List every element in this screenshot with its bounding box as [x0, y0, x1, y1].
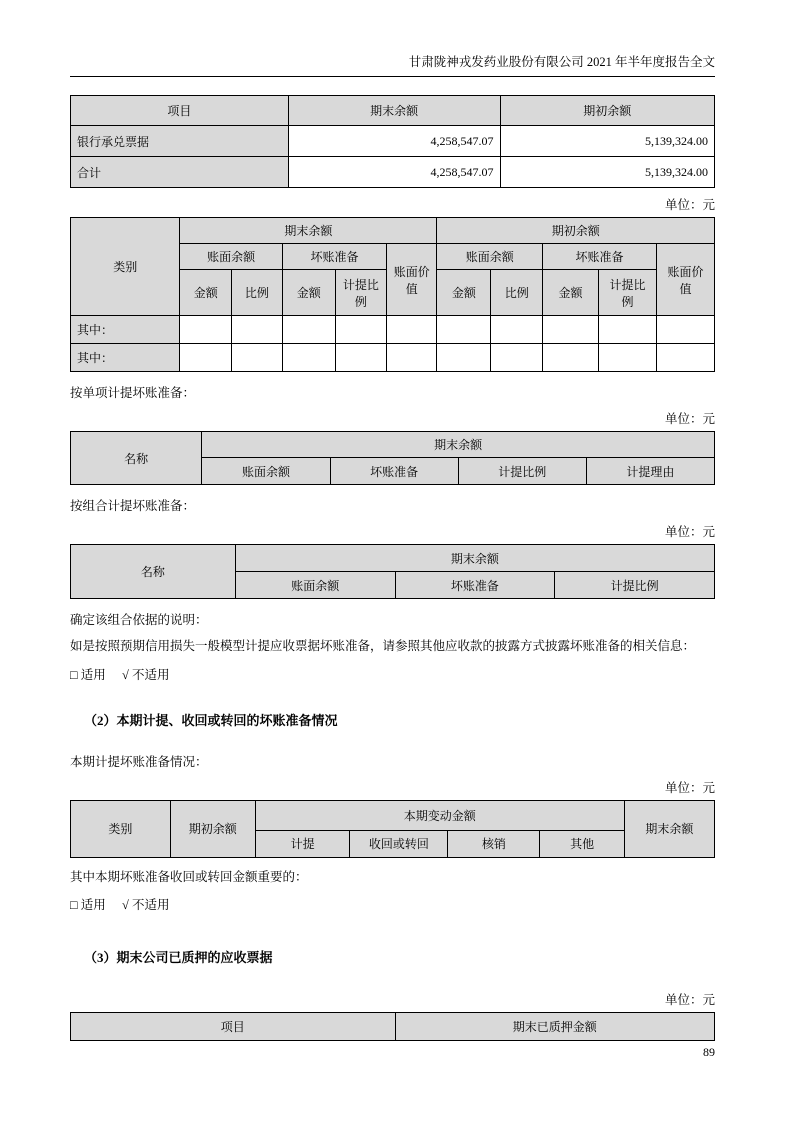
col-header-change-amount: 本期变动金额 [255, 800, 624, 830]
col-header-book-balance: 账面余额 [202, 458, 330, 485]
applicability-line [70, 665, 715, 683]
group-provision-label: 按组合计提坏账准备： [70, 499, 196, 514]
col-header-provision-ratio: 计提比例 [335, 270, 387, 316]
col-header-other: 其他 [540, 830, 624, 857]
col-header-amount: 金额 [543, 270, 599, 316]
page-number: 89 [703, 1045, 715, 1059]
col-header-category: 类别 [71, 218, 180, 316]
empty-cell [231, 316, 282, 344]
table-header-row [71, 800, 715, 830]
col-header-beginning-balance: 期初余额 [437, 218, 715, 244]
current-period-change-table [70, 800, 715, 858]
col-header-writeoff: 核销 [448, 830, 540, 857]
row-label-among-which: 其中： [71, 316, 180, 344]
row-label-bank-acceptance: 银行承兑票据 [71, 126, 289, 157]
empty-cell [231, 344, 282, 372]
ending-balance-value: 4,258,547.07 [288, 157, 500, 188]
col-header-recover-reverse: 收回或转回 [350, 830, 448, 857]
bills-balance-table [70, 95, 715, 188]
col-header-item: 项目 [71, 1012, 396, 1040]
empty-cell [437, 344, 491, 372]
empty-cell [282, 316, 335, 344]
unit-label: 单位：元 [664, 992, 715, 1007]
col-header-book-value: 账面价值 [656, 244, 714, 316]
check-icon: √ [121, 897, 129, 912]
empty-cell [335, 344, 387, 372]
col-header-name: 名称 [71, 545, 236, 599]
col-header-provision-ratio: 计提比例 [458, 458, 586, 485]
row-label-among-which: 其中： [71, 344, 180, 372]
expected-credit-loss-note: 如是按照预期信用损失一般模型计提应收票据坏账准备，请参照其他应收款的披露方式披露坏账准备的相关信息： [70, 639, 696, 654]
col-header-ending-balance: 期末余额 [180, 218, 437, 244]
empty-cell [180, 316, 232, 344]
unit-label: 单位：元 [664, 198, 715, 212]
group-basis-note: 确定该组合依据的说明： [70, 613, 208, 628]
empty-cell [491, 344, 543, 372]
empty-cell [335, 316, 387, 344]
empty-cell [387, 344, 437, 372]
not-applicable-label: 不适用 [131, 667, 170, 682]
col-header-amount: 金额 [437, 270, 491, 316]
document-header [70, 52, 715, 77]
col-header-amount: 金额 [282, 270, 335, 316]
empty-cell [282, 344, 335, 372]
col-header-name: 名称 [71, 432, 202, 485]
empty-cell [599, 316, 657, 344]
table-row [71, 157, 715, 188]
empty-cell [656, 316, 714, 344]
beginning-balance-value: 5,139,324.00 [500, 157, 714, 188]
section-heading-3: （3）期末公司已质押的应收票据 [84, 949, 273, 965]
col-header-ratio: 比例 [231, 270, 282, 316]
current-provision-intro: 本期计提坏账准备情况： [70, 754, 208, 769]
col-header-ratio: 比例 [491, 270, 543, 316]
col-header-beginning-balance: 期初余额 [170, 800, 255, 857]
applicable-label: 适用 [80, 667, 106, 682]
table-header-row [71, 96, 715, 126]
col-header-provision-ratio: 计提比例 [599, 270, 657, 316]
applicability-line [70, 895, 715, 913]
col-header-amount: 金额 [180, 270, 232, 316]
single-item-provision-table [70, 431, 715, 485]
col-header-beginning-balance: 期初余额 [500, 96, 714, 126]
col-header-bad-debt-provision: 坏账准备 [330, 458, 458, 485]
report-title: 甘肃陇神戎发药业股份有限公司 2021 年半年度报告全文 [408, 55, 715, 69]
row-label-total: 合计 [71, 157, 289, 188]
important-recovery-note: 其中本期坏账准备收回或转回金额重要的： [70, 869, 308, 884]
checkbox-icon: □ [70, 897, 78, 912]
col-header-book-value: 账面价值 [387, 244, 437, 316]
table-header-row [71, 432, 715, 458]
col-header-bad-debt-provision: 坏账准备 [543, 244, 657, 270]
empty-cell [180, 344, 232, 372]
empty-cell [437, 316, 491, 344]
unit-label: 单位：元 [664, 780, 715, 795]
col-header-bad-debt-provision: 坏账准备 [395, 572, 555, 599]
col-header-provision-reason: 计提理由 [586, 458, 714, 485]
col-header-ending-balance: 期末余额 [288, 96, 500, 126]
empty-cell [656, 344, 714, 372]
col-header-provision: 计提 [255, 830, 350, 857]
col-header-book-balance: 账面余额 [235, 572, 395, 599]
col-header-ending-balance: 期末余额 [624, 800, 714, 857]
checkbox-icon: □ [70, 667, 78, 682]
single-item-provision-label: 按单项计提坏账准备： [70, 386, 196, 400]
provision-category-table [70, 217, 715, 372]
col-header-pledged-amount: 期末已质押金额 [395, 1012, 714, 1040]
col-header-ending-balance: 期末余额 [202, 432, 715, 458]
unit-label: 单位：元 [664, 412, 715, 427]
col-header-book-balance: 账面余额 [180, 244, 282, 270]
check-icon: √ [121, 667, 129, 682]
empty-cell [387, 316, 437, 344]
section-heading-2: （2）本期计提、收回或转回的坏账准备情况 [84, 712, 338, 728]
applicable-label: 适用 [80, 897, 106, 912]
col-header-provision-ratio: 计提比例 [555, 572, 715, 599]
ending-balance-value: 4,258,547.07 [288, 126, 500, 157]
empty-cell [599, 344, 657, 372]
table-header-row [71, 545, 715, 572]
table-row [71, 126, 715, 157]
table-header-row [71, 1012, 715, 1040]
col-header-category: 类别 [71, 800, 171, 857]
group-provision-table [70, 544, 715, 599]
table-row [71, 316, 715, 344]
col-header-ending-balance: 期末余额 [235, 545, 714, 572]
empty-cell [491, 316, 543, 344]
not-applicable-label: 不适用 [131, 897, 170, 912]
col-header-item: 项目 [71, 96, 289, 126]
pledged-bills-table [70, 1012, 715, 1041]
table-header-row [71, 218, 715, 244]
empty-cell [543, 316, 599, 344]
col-header-bad-debt-provision: 坏账准备 [282, 244, 386, 270]
table-row [71, 344, 715, 372]
beginning-balance-value: 5,139,324.00 [500, 126, 714, 157]
empty-cell [543, 344, 599, 372]
unit-label: 单位：元 [664, 525, 715, 540]
col-header-book-balance: 账面余额 [437, 244, 543, 270]
